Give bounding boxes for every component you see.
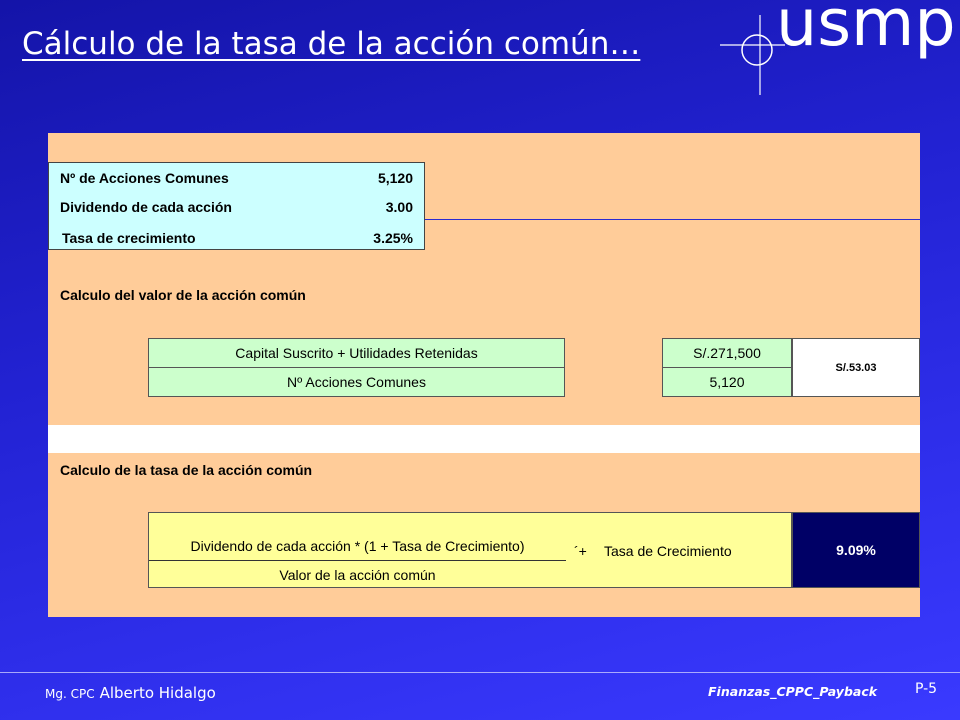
usmp-logo: usmp [776,0,956,61]
footer-author [45,684,216,702]
logo-crosshair [715,10,785,100]
growth-rate-addend-label: Tasa de Crecimiento [604,543,732,559]
author-title: Mg. CPC [45,687,95,701]
input-value: 5,120 [377,170,413,186]
footer-course: Finanzas_CPPC_Payback [708,684,878,699]
author-name: Alberto Hidalgo [99,684,216,702]
share-value-numerator-label: Capital Suscrito + Utilidades Retenidas [148,338,565,368]
share-value-heading: Calculo del valor de la acción común [60,287,306,303]
fraction-line [149,560,566,561]
input-value: 3.25% [373,230,413,246]
share-rate-result: 9.09% [792,512,920,588]
input-label: Dividendo de cada acción [60,199,232,215]
input-row-dividend [60,197,413,217]
share-rate-numerator-label: Dividendo de cada acción * (1 + Tasa de Crecimiento) [190,538,525,554]
slide-title: Cálculo de la tasa de la acción común… [22,26,641,62]
share-rate-formula-box [148,512,792,588]
share-rate-denominator-label: Valor de la acción común [279,567,436,583]
share-value-denominator-label: Nº Acciones Comunes [148,367,565,397]
share-value-numerator-value: S/.271,500 [662,338,792,368]
plus-operator: ´+ [574,543,587,559]
input-label: Tasa de crecimiento [62,230,196,246]
input-data-box [48,162,425,250]
page-number: P-5 [915,681,938,697]
share-rate-heading: Calculo de la tasa de la acción común [60,462,313,478]
input-row-shares [60,168,413,188]
share-value-result: S/.53.03 [792,338,920,397]
row-divider [425,219,920,220]
input-label: Nº de Acciones Comunes [60,170,229,186]
input-value: 3.00 [385,199,413,215]
footer-divider [0,672,960,673]
separator-strip [48,425,920,453]
input-row-growth [62,228,413,248]
share-value-denominator-value: 5,120 [662,367,792,397]
